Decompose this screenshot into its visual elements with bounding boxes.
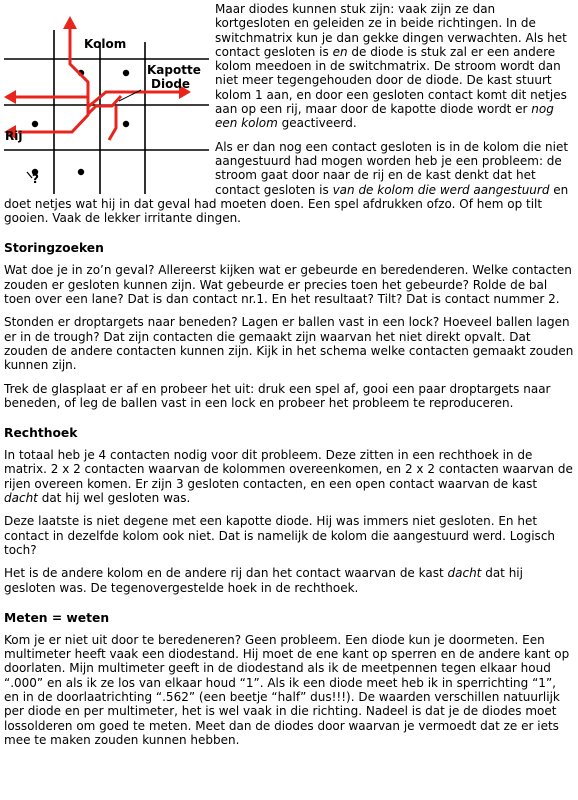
paragraph-andere-kolom: Het is de andere kolom en de andere rij dan het contact waarvan de kast dacht dat hij gesloten was. De tegenovergestelde hoek in de rechthoek. — [4, 566, 523, 595]
paragraph-diodes-intro: Maar diodes kunnen stuk zijn: vaak zijn ze dan kortgesloten en geleiden ze in beide richtingen. In de switchmatrix kun je dan gekke dingen verwachten. Als het contact gesloten is en de diode is stuk zal er een andere kolom meedoen in de switchmatrix. De stroom wordt dan niet meer tegengehouden door de diode. De kast stuurt kolom 1 aan, en door een gesloten contact komt dit netjes aan op een rij, maar door de kapotte diode wordt er nog een kolom geactiveerd. — [215, 2, 567, 131]
switch-matrix-diagram — [4, 2, 209, 194]
label-diode: Diode — [151, 77, 191, 91]
path-row-1 — [18, 107, 88, 132]
arrow-head-left-high — [4, 90, 16, 104]
paragraph-multimeter: Kom je er niet uit door te beredeneren? Geen probleem. Een diode kun je doormeten. Een multimeter heeft vaak een diodestand. Hij moet de ene kant op sperren en de andere kant op doorlaten. Mijn multimeter geeft in de diodestand als ik de meetpennen tegen elkaar houd “.000” en als ik ze los van elkaar houd “1”. Als ik een diode meet heb ik in sperrichting “1”, en in de doorlaatrichting “.562” (een beetje “half” dus!!!). De waarden verschillen natuurlijk per diode en per multimeter, het is wel vaak in die richting. Nadeel is dat je de diodes moet lossolderen om goed te meten. Meet dan de diodes door waarvan je vermoedt dat ze er iets mee te maken zouden kunnen hebben. — [4, 632, 570, 747]
paragraph-droptargets: Stonden er droptargets naar beneden? Lagen er ballen vast in een lock? Hoeveel ballen lagen er in de trough? Dat zijn contacten die gemaakt zijn waarvan het niet direkt opvalt. Dat zouden de andere contacten kunnen zijn. Kijk in het schema welke contacten gemaakt zouden kunnen zijn. — [4, 315, 574, 373]
label-question: ? — [32, 172, 39, 186]
paragraph-laatste: Deze laatste is niet degene met een kapotte diode. Hij was immers niet gesloten. En het contact in dezelfde kolom ook niet. Dat is namelijk de kolom die aangestuurd werd. Logisch toch? — [4, 514, 556, 557]
paragraph-rechthoek-intro: In totaal heb je 4 contacten nodig voor dit probleem. Deze zitten in een rechthoek in de matrix. 2 x 2 contacten waarvan de kolommen overeenkomen, en 2 x 2 contacten waarvan de rijen overeen komen. Er zijn 3 gesloten contacten, en een open contact waarvan de kast dacht dat hij wel gesloten was. — [4, 448, 573, 506]
diode-dot — [123, 121, 129, 127]
paragraph-second-contact: Als er dan nog een contact gesloten is in de kolom die niet aangestuurd had mogen worden heb je een probleem: de stroom gaat door naar de rij en de kast denkt dat het contact gesloten is van de kolom die werd aangestuurd en doet netjes wat hij in dat geval had moeten doen. Een spel afdrukken ofzo. Of hem op tilt gooien. Vaak de lekker irritante dingen. — [4, 139, 569, 226]
heading-meten-weten: Meten = weten — [4, 610, 110, 625]
heading-storingzoeken: Storingzoeken — [4, 241, 104, 256]
paragraph-wat-doe-je: Wat doe je in zo’n geval? Allereerst kijken wat er gebeurde en beredenderen. Welke contacten zouden er gesloten kunnen zijn. Wat gebeurde er precies toen het gebeurde? Rolde de bal toen over een lane? Dat is dan contact nr.1. En het resultaat? Tilt? Dat is contact nummer 2. — [4, 263, 572, 307]
diode-dot — [32, 121, 38, 127]
heading-rechthoek: Rechthoek — [4, 426, 78, 441]
path-kapotte — [109, 106, 116, 140]
label-rij: Rij — [5, 129, 23, 143]
diode-dot — [123, 70, 129, 76]
arrow-head-up — [63, 16, 77, 29]
paragraph-glasplaat: Trek de glasplaat er af en probeer het uit: druk een spel af, gooi een paar droptargets naar beneden, of leg de ballen vast in een lock en probeer het probleem te reproduceren. — [4, 381, 551, 410]
diode-dot — [78, 169, 84, 175]
label-kapotte: Kapotte — [147, 63, 201, 77]
label-kolom: Kolom — [84, 37, 127, 51]
matrix-svg — [4, 2, 209, 194]
